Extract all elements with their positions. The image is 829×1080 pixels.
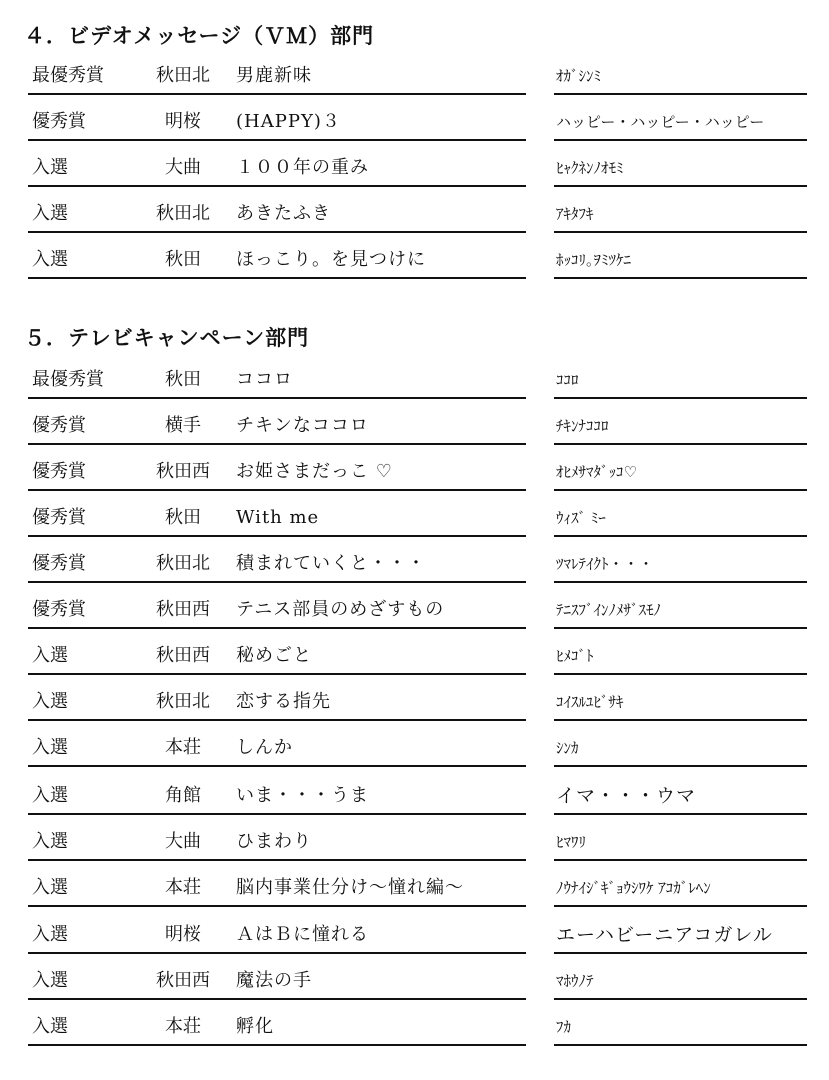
award-row (0, 110, 829, 156)
underline (554, 397, 807, 399)
award-row (0, 598, 829, 644)
underline (554, 998, 807, 1000)
underline (28, 859, 526, 861)
work-title-kana: ﾎｯｺﾘ｡ｦﾐﾂｹﾆ (556, 251, 632, 269)
underline (28, 489, 526, 491)
award-level: 入選 (32, 249, 68, 270)
underline (28, 185, 526, 187)
award-level: 入選 (32, 785, 68, 806)
section-heading-vm: ４．ビデオメッセージ（ＶＭ）部門 (24, 23, 375, 48)
work-title-kana: ﾏﾎｳﾉﾃ (556, 972, 594, 990)
school-name: 本荘 (165, 1016, 201, 1037)
school-name: 大曲 (165, 831, 201, 852)
work-title: テニス部員のめざすもの (236, 599, 445, 620)
underline (554, 185, 807, 187)
work-title: しんか (236, 737, 293, 758)
school-name: 秋田 (165, 507, 201, 528)
underline (554, 905, 807, 907)
work-title-kana: ﾂﾏﾚﾃｲｸﾄ・・・ (556, 555, 654, 573)
work-title-kana: ｼﾝｶ (556, 739, 579, 757)
school-name: 秋田北 (156, 553, 210, 574)
underline (28, 813, 526, 815)
award-row (0, 552, 829, 598)
award-row (0, 923, 829, 969)
work-title: あきたふき (236, 203, 331, 224)
award-level: 優秀賞 (32, 415, 86, 436)
award-row (0, 460, 829, 506)
underline (28, 1044, 526, 1046)
award-level: 入選 (32, 157, 68, 178)
school-name: 秋田西 (156, 645, 210, 666)
school-name: 秋田 (165, 369, 201, 390)
underline (28, 231, 526, 233)
work-title: ほっこり。を見つけに (236, 249, 426, 270)
work-title-kana: ハッピー・ハッピー・ハッピー (556, 113, 765, 131)
award-level: 優秀賞 (32, 599, 86, 620)
underline (28, 443, 526, 445)
work-title: 積まれていくと・・・ (236, 553, 426, 574)
work-title: 恋する指先 (236, 691, 331, 712)
award-level: 優秀賞 (32, 111, 86, 132)
underline (554, 627, 807, 629)
school-name: 本荘 (165, 877, 201, 898)
school-name: 秋田西 (156, 461, 210, 482)
work-title-kana: ﾌｶ (556, 1018, 572, 1036)
underline (554, 489, 807, 491)
work-title: 脳内事業仕分け～憧れ編～ (236, 877, 464, 898)
work-title-kana: エーハビーニアコガレル (556, 924, 773, 946)
work-title: 孵化 (236, 1016, 274, 1037)
underline (554, 535, 807, 537)
school-name: 秋田西 (156, 599, 210, 620)
award-row (0, 414, 829, 460)
work-title-kana: イマ・・・ウマ (556, 785, 697, 807)
underline (554, 1044, 807, 1046)
work-title: いま・・・うま (236, 785, 369, 806)
school-name: 明桜 (165, 924, 201, 945)
underline (28, 581, 526, 583)
work-title: チキンなココロ (236, 415, 369, 436)
work-title: With me (236, 507, 320, 528)
work-title-kana: ｵﾋﾒｻﾏﾀﾞｯｺ♡ (556, 463, 637, 481)
award-row (0, 248, 829, 294)
award-level: 優秀賞 (32, 553, 86, 574)
underline (554, 813, 807, 815)
work-title: 秘めごと (236, 645, 312, 666)
award-row (0, 506, 829, 552)
underline (554, 765, 807, 767)
work-title: (HAPPY)３ (236, 111, 341, 132)
award-level: 最優秀賞 (32, 65, 104, 86)
work-title: 男鹿新味 (236, 65, 312, 86)
award-row (0, 784, 829, 830)
award-level: 入選 (32, 691, 68, 712)
award-row (0, 644, 829, 690)
school-name: 秋田北 (156, 691, 210, 712)
underline (28, 673, 526, 675)
underline (28, 952, 526, 954)
underline (28, 627, 526, 629)
school-name: 角館 (165, 785, 201, 806)
work-title-kana: ﾋﾏﾜﾘ (556, 833, 587, 851)
work-title-kana: ﾋｬｸﾈﾝﾉｵﾓﾐ (556, 159, 624, 177)
underline (28, 719, 526, 721)
work-title-kana: ｺｺﾛ (556, 371, 579, 389)
work-title: ココロ (236, 369, 293, 390)
underline (554, 231, 807, 233)
work-title-kana: ﾁｷﾝﾅｺｺﾛ (556, 417, 609, 435)
award-level: 優秀賞 (32, 507, 86, 528)
school-name: 大曲 (165, 157, 201, 178)
award-row (0, 1015, 829, 1061)
school-name: 横手 (165, 415, 201, 436)
underline (28, 765, 526, 767)
award-level: 入選 (32, 737, 68, 758)
school-name: 本荘 (165, 737, 201, 758)
work-title: 魔法の手 (236, 970, 312, 991)
underline (554, 93, 807, 95)
award-level: 入選 (32, 1016, 68, 1037)
award-row (0, 736, 829, 782)
award-level: 入選 (32, 645, 68, 666)
work-title-kana: ｵｶﾞｼﾝﾐ (556, 67, 602, 85)
award-row (0, 368, 829, 414)
work-title-kana: ｳｨｽﾞ ﾐｰ (556, 509, 606, 527)
award-level: 優秀賞 (32, 461, 86, 482)
underline (28, 277, 526, 279)
underline (554, 443, 807, 445)
award-level: 入選 (32, 970, 68, 991)
award-level: 入選 (32, 877, 68, 898)
underline (28, 998, 526, 1000)
work-title-kana: ﾋﾒｺﾞﾄ (556, 647, 594, 665)
underline (554, 952, 807, 954)
underline (554, 719, 807, 721)
school-name: 秋田 (165, 249, 201, 270)
award-row (0, 156, 829, 202)
award-row (0, 690, 829, 736)
school-name: 明桜 (165, 111, 201, 132)
award-row (0, 64, 829, 110)
work-title-kana: ﾉｳﾅｲｼﾞｷﾞｮｳｼﾜｹ ｱｺｶﾞﾚﾍﾝ (556, 879, 711, 897)
award-level: 入選 (32, 831, 68, 852)
school-name: 秋田北 (156, 203, 210, 224)
underline (554, 673, 807, 675)
award-row (0, 969, 829, 1015)
underline (554, 139, 807, 141)
award-row (0, 202, 829, 248)
underline (554, 277, 807, 279)
school-name: 秋田北 (156, 65, 210, 86)
underline (28, 397, 526, 399)
underline (554, 581, 807, 583)
underline (28, 93, 526, 95)
underline (28, 139, 526, 141)
school-name: 秋田西 (156, 970, 210, 991)
award-row (0, 830, 829, 876)
work-title: １００年の重み (236, 157, 369, 178)
award-level: 入選 (32, 924, 68, 945)
award-level: 最優秀賞 (32, 369, 104, 390)
work-title-kana: ﾃﾆｽﾌﾞｲﾝﾉﾒｻﾞｽﾓﾉ (556, 601, 662, 619)
underline (554, 859, 807, 861)
award-row (0, 876, 829, 922)
work-title-kana: ｱｷﾀﾌｷ (556, 205, 594, 223)
work-title: ＡはＢに憧れる (236, 924, 369, 945)
work-title-kana: ｺｲｽﾙﾕﾋﾞｻｷ (556, 693, 624, 711)
work-title: ひまわり (236, 831, 312, 852)
award-level: 入選 (32, 203, 68, 224)
work-title: お姫さまだっこ ♡ (236, 461, 393, 482)
underline (28, 535, 526, 537)
underline (28, 905, 526, 907)
section-heading-tv-campaign: ５．テレビキャンペーン部門 (24, 325, 310, 350)
